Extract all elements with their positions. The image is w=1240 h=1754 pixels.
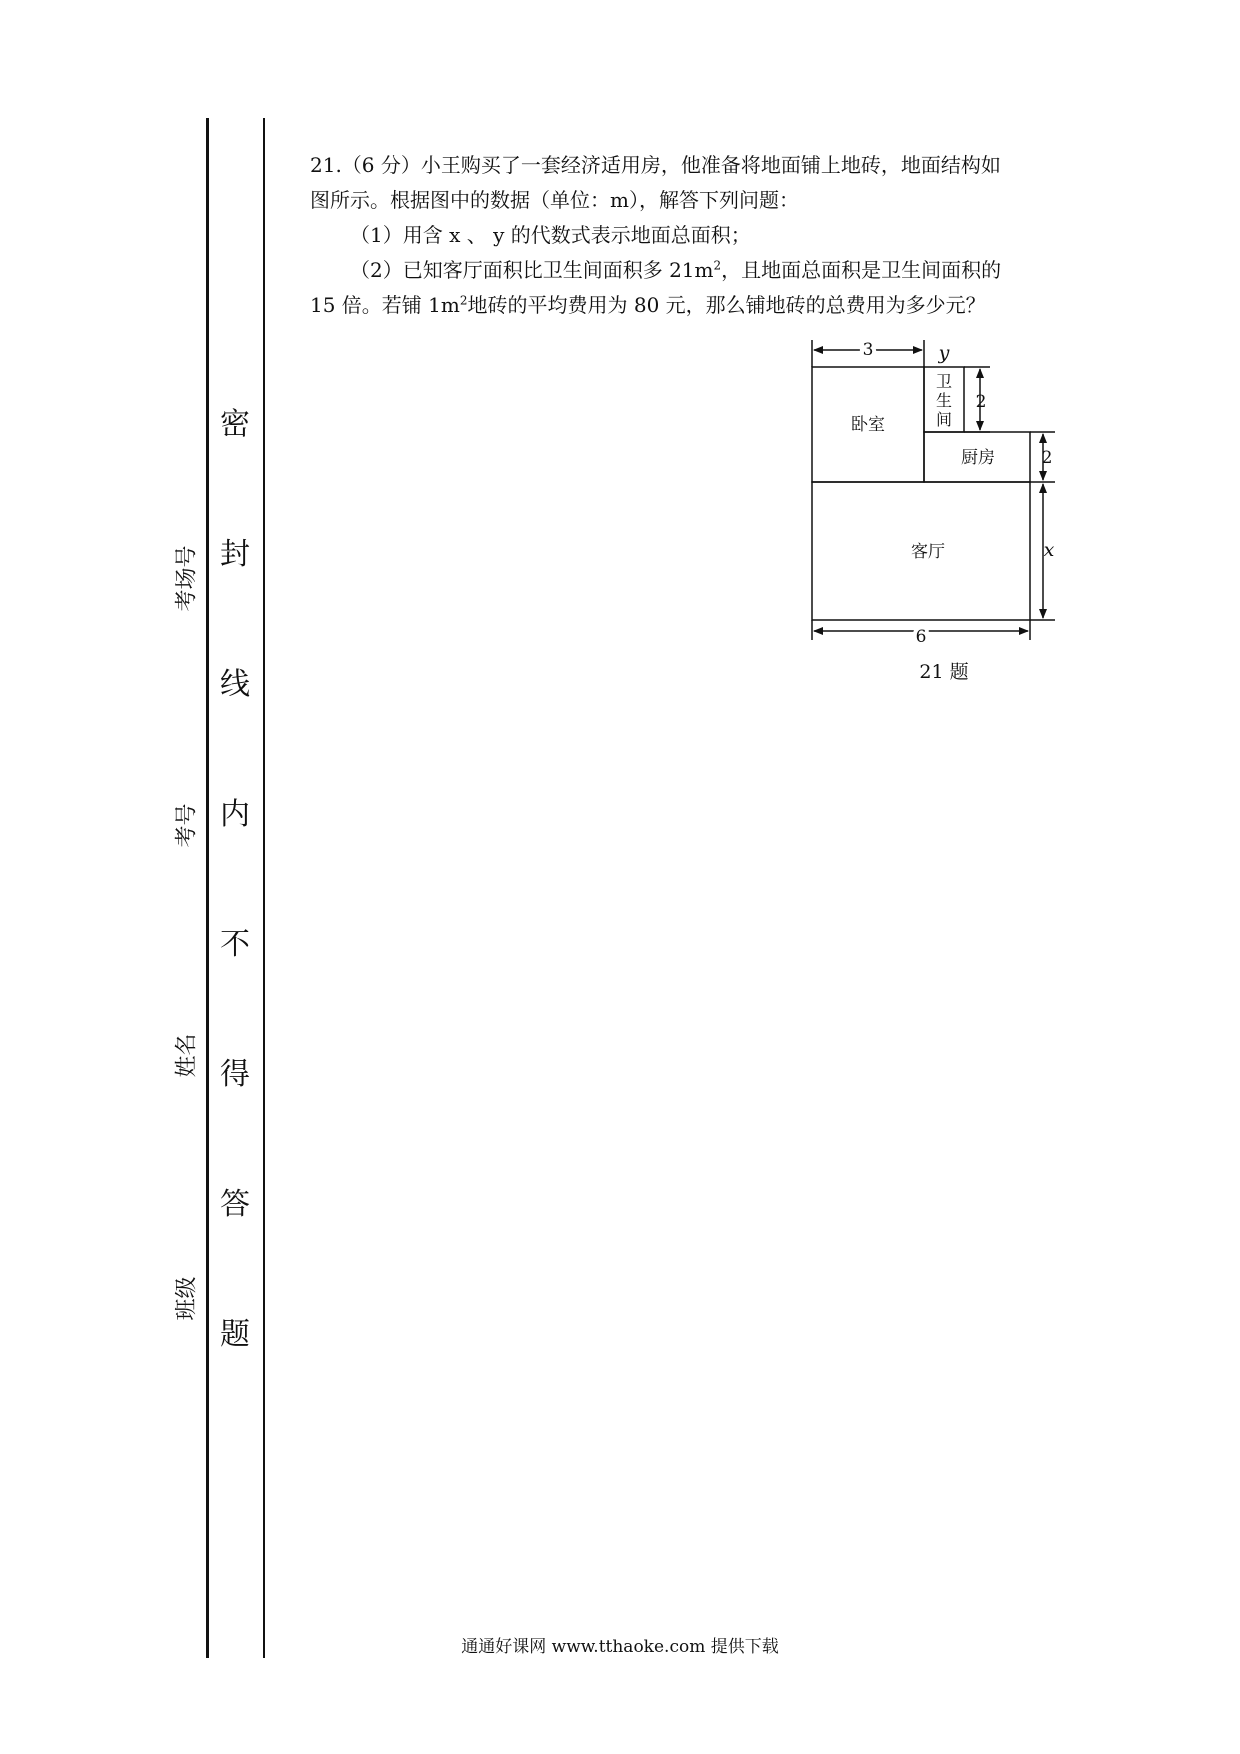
- floor-plan-diagram: [800, 335, 1090, 695]
- figure-caption: 21 题: [919, 661, 969, 683]
- question-part2-line1: [310, 253, 1070, 288]
- name-label: 姓名: [174, 1033, 200, 1078]
- room-label-living: 客厅: [911, 542, 945, 562]
- seal-char: 内: [220, 797, 250, 832]
- footer-credit: 通通好课网 www.tthaoke.com 提供下载: [461, 1637, 779, 1657]
- dim-label-bathroom-width: y: [938, 342, 950, 364]
- binding-line-inner: [263, 118, 265, 1658]
- question-part1: （1）用含 x 、 y 的代数式表示地面总面积；: [350, 223, 751, 247]
- room-label-bathroom-3: 间: [935, 410, 953, 429]
- seal-char: 答: [220, 1187, 250, 1222]
- superscript: 2: [713, 258, 722, 273]
- part2-text-c: 15 倍。若铺 1m: [310, 293, 460, 317]
- exam-number-label: 考号: [174, 803, 200, 848]
- part2-text-d: 地砖的平均费用为 80 元，那么铺地砖的总费用为多少元？: [467, 293, 986, 317]
- question-21: [310, 148, 1070, 323]
- dim-label-living-height: x: [1043, 539, 1055, 561]
- seal-char: 题: [220, 1317, 250, 1352]
- class-label: 班级: [174, 1276, 200, 1321]
- question-intro-line2: 图所示。根据图中的数据（单位：m），解答下列问题：: [310, 188, 799, 212]
- superscript: 2: [459, 293, 468, 308]
- dim-label-kitchen-height: 2: [1041, 448, 1053, 468]
- dim-label-bedroom-width: 3: [862, 340, 874, 360]
- dim-label-bathroom-height: 2: [975, 392, 987, 412]
- binding-line-outer: [206, 118, 209, 1658]
- room-label-bedroom: 卧室: [851, 415, 885, 435]
- seal-char: 封: [220, 537, 250, 572]
- part2-text-a: （2）已知客厅面积比卫生间面积多 21m: [350, 258, 714, 282]
- question-intro-line1: 21.（6 分）小王购买了一套经济适用房，他准备将地面铺上地砖，地面结构如: [310, 153, 1001, 177]
- part2-text-b: ，且地面总面积是卫生间面积的: [721, 258, 1002, 282]
- seal-char: 密: [220, 407, 250, 442]
- seal-char: 得: [220, 1057, 250, 1092]
- room-label-kitchen: 厨房: [961, 448, 995, 468]
- room-label-bathroom-1: 卫: [935, 372, 953, 391]
- seal-char: 线: [220, 667, 250, 702]
- question-part2-line2: [310, 288, 1070, 323]
- room-label-bathroom-2: 生: [935, 391, 953, 410]
- exam-room-label: 考场号: [174, 545, 200, 612]
- seal-char: 不: [220, 927, 250, 962]
- dim-label-total-width: 6: [915, 627, 927, 647]
